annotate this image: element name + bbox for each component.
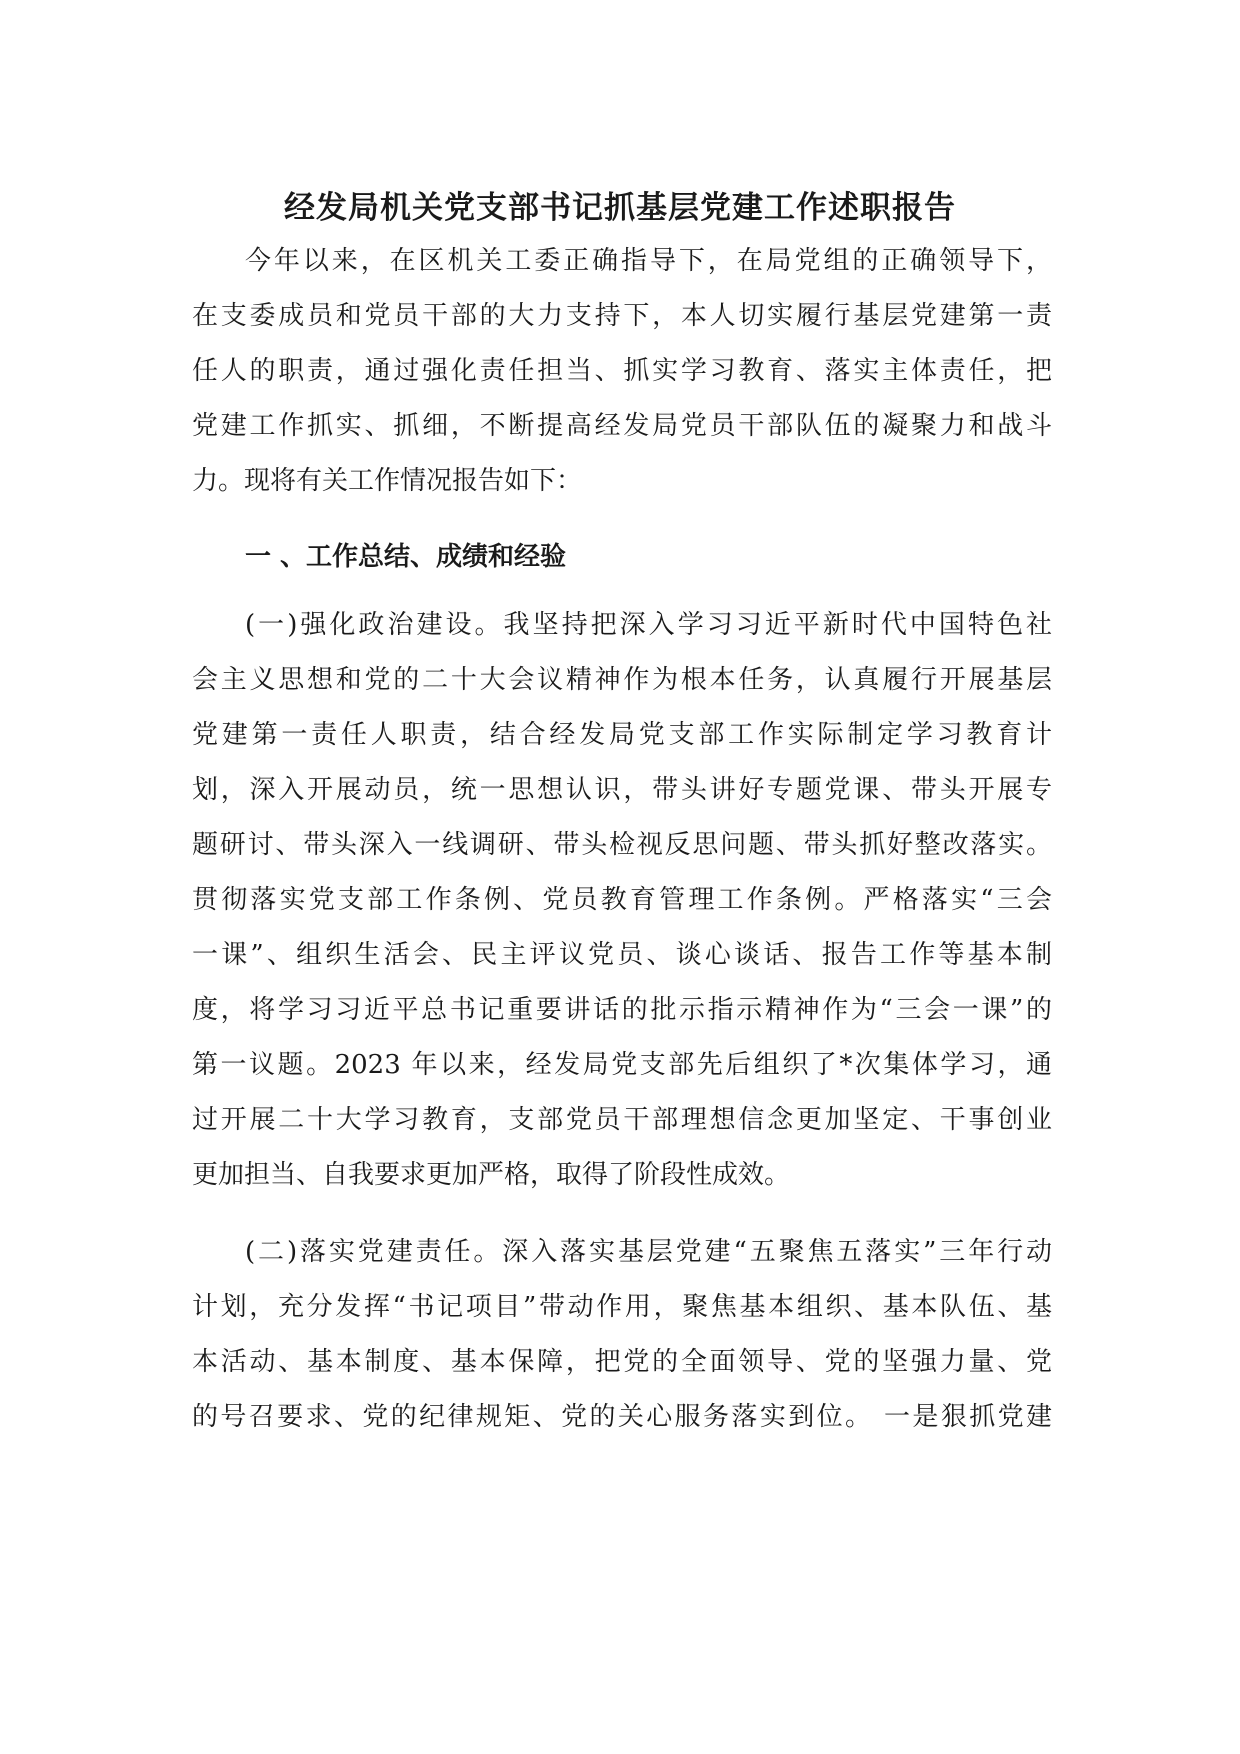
text-line: 一课”、组织生活会、民主评议党员、谈心谈话、报告工作等基本制	[192, 940, 1052, 970]
text-line: 过开展二十大学习教育，支部党员干部理想信念更加坚定、干事创业	[192, 1105, 1052, 1135]
text-line: 题研讨、带头深入一线调研、带头检视反思问题、带头抓好整改落实。	[192, 830, 1052, 860]
text-line: 度，将学习习近平总书记重要讲话的批示指示精神作为“三会一课”的	[192, 995, 1052, 1025]
text-line: 任人的职责，通过强化责任担当、抓实学习教育、落实主体责任，把	[192, 356, 1052, 386]
text-line: 划，深入开展动员，统一思想认识，带头讲好专题党课、带头开展专	[192, 775, 1052, 805]
text-line: 力。现将有关工作情况报告如下：	[192, 466, 583, 496]
text-line: 在支委成员和党员干部的大力支持下，本人切实履行基层党建第一责	[192, 301, 1052, 331]
text-line: (二)落实党建责任。深入落实基层党建“五聚焦五落实”三年行动	[245, 1237, 1052, 1267]
paragraph-political-building	[192, 598, 1052, 1203]
text-line: 第一议题。2023 年以来，经发局党支部先后组织了*次集体学习，通	[192, 1050, 1052, 1080]
text-line: 党建工作抓实、抓细，不断提高经发局党员干部队伍的凝聚力和战斗	[192, 411, 1052, 441]
section-heading-text: 一 、工作总结、成绩和经验	[245, 542, 567, 572]
paragraph-party-responsibility	[192, 1225, 1052, 1445]
text-line: 党建第一责任人职责，结合经发局党支部工作实际制定学习教育计	[192, 720, 1052, 750]
text-line: (一)强化政治建设。我坚持把深入学习习近平新时代中国特色社	[245, 610, 1052, 640]
text-line: 贯彻落实党支部工作条例、党员教育管理工作条例。严格落实“三会	[192, 885, 1052, 915]
text-line: 本活动、基本制度、基本保障，把党的全面领导、党的坚强力量、党	[192, 1347, 1052, 1377]
text-line: 会主义思想和党的二十大会议精神作为根本任务，认真履行开展基层	[192, 665, 1052, 695]
text-line: 更加担当、自我要求更加严格，取得了阶段性成效。	[192, 1160, 791, 1190]
intro-paragraph	[192, 234, 1052, 509]
text-line: 今年以来，在区机关工委正确指导下，在局党组的正确领导下，	[245, 246, 1052, 276]
document-title: 经发局机关党支部书记抓基层党建工作述职报告	[284, 190, 956, 226]
section-heading	[192, 530, 1052, 585]
text-line: 的号召要求、党的纪律规矩、党的关心服务落实到位。 一是狠抓党建	[192, 1402, 1052, 1432]
text-line: 计划，充分发挥“书记项目”带动作用，聚焦基本组织、基本队伍、基	[192, 1292, 1052, 1322]
